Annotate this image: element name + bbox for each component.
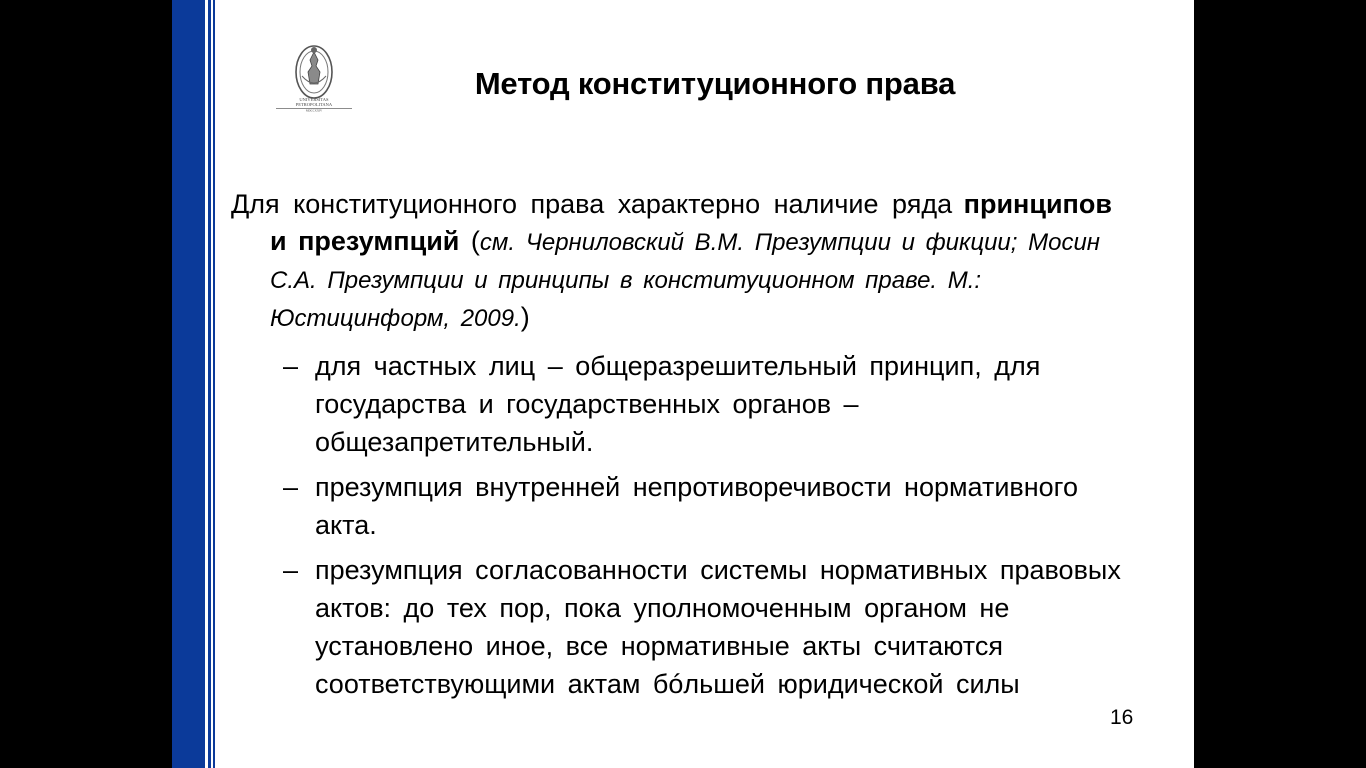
dash-bullet: – xyxy=(283,555,299,585)
list-item xyxy=(231,347,1131,461)
intro-text: Для конституционного права характерно наличие ряда xyxy=(231,189,953,219)
ref-open-paren: ( xyxy=(459,226,480,256)
university-seal-logo xyxy=(272,42,356,112)
list-item xyxy=(231,551,1131,703)
left-accent-line xyxy=(208,0,211,768)
ref-close-paren: ) xyxy=(520,302,530,332)
svg-text:PETROPOLITANA: PETROPOLITANA xyxy=(295,102,333,107)
slide-title: Метод конституционного права xyxy=(474,66,956,101)
left-accent-band xyxy=(172,0,205,768)
literature-reference: см. Черниловский В.М. Презумпции и фикции; Мосин С.А. Презумпции и принципы в конституционном праве. М.: Юстицинформ, 2009. xyxy=(270,229,1101,332)
list-item-text: для частных лиц – общеразрешительный принцип, для государства и государственных органов – общезапретительный. xyxy=(315,351,1041,457)
list-item xyxy=(231,468,1131,544)
left-accent-line-thin xyxy=(213,0,215,768)
list-item-text: презумпция внутренней непротиворечивости нормативного акта. xyxy=(315,472,1078,540)
dash-bullet: – xyxy=(283,351,299,381)
dash-bullet: – xyxy=(283,472,299,502)
bullet-list xyxy=(231,347,1131,703)
slide xyxy=(172,0,1194,768)
intro-paragraph xyxy=(231,186,1131,337)
list-item-text: презумпция согласованности системы нормативных правовых актов: до тех пор, пока уполномоченным органом не установлено иное, все нормативные акты считаются соответствующими актам бóльшей юридической силы xyxy=(315,555,1121,699)
slide-body xyxy=(231,186,1131,710)
svg-text:UNIVERSITAS: UNIVERSITAS xyxy=(299,97,329,102)
intro-bold-term: принципов и презумпций xyxy=(270,189,1112,256)
slide-number: 16 xyxy=(1110,706,1134,729)
svg-text:MDCCXXIV: MDCCXXIV xyxy=(305,108,323,112)
